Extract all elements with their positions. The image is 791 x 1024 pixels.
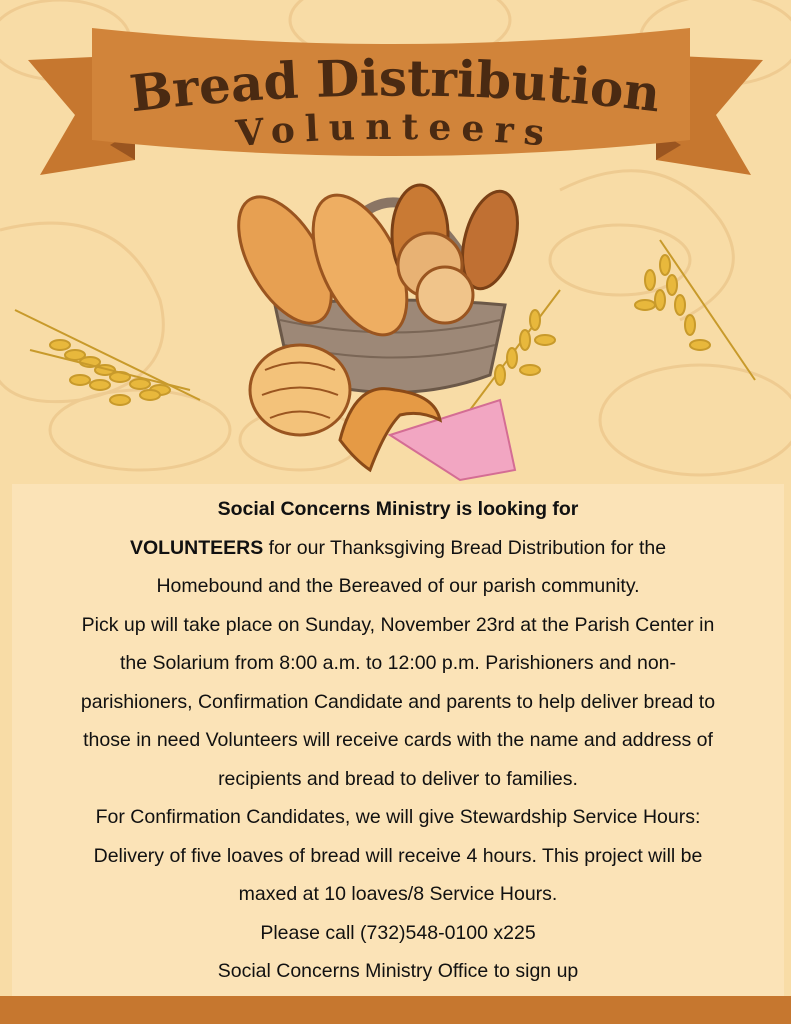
body-line: Delivery of five loaves of bread will receive 4 hours. This project will be (93, 844, 703, 867)
body-line: recipients and bread to deliver to families. (218, 767, 578, 790)
body-line: parishioners, Confirmation Candidate and parents to help deliver bread to (80, 690, 716, 713)
bread-basket-illustration (0, 170, 791, 490)
banner-title-group (0, 18, 791, 188)
announcement-text (12, 490, 784, 991)
banner-subtitle: Volunteers (234, 105, 556, 156)
body-line: maxed at 10 loaves/8 Service Hours. (238, 883, 558, 905)
body-line (12, 529, 784, 568)
phone-line: Please call (732)548-0100 x225 (260, 921, 536, 944)
signup-line: Social Concerns Ministry Office to sign up (217, 960, 579, 982)
wheat-left-icon (15, 310, 200, 405)
banner-title: Bread Distribution (126, 48, 664, 124)
body-line: Homebound and the Bereaved of our parish community. (156, 575, 640, 597)
body-line: Pick up will take place on Sunday, November 23rd at the Parish Center in (81, 613, 715, 636)
volunteers-emphasis: VOLUNTEERS (129, 536, 264, 559)
body-line: the Solarium from 8:00 a.m. to 12:00 p.m. Parishioners and non- (119, 652, 677, 674)
body-line: those in need Volunteers will receive cards with the name and address of (83, 729, 713, 751)
body-line-rest: for our Thanksgiving Bread Distribution for the (263, 536, 667, 559)
wheat-right-icon (470, 240, 755, 410)
footer-bar (0, 996, 791, 1024)
heading-line: Social Concerns Ministry is looking for (217, 498, 579, 520)
body-line: For Confirmation Candidates, we will give Stewardship Service Hours: (95, 806, 701, 828)
